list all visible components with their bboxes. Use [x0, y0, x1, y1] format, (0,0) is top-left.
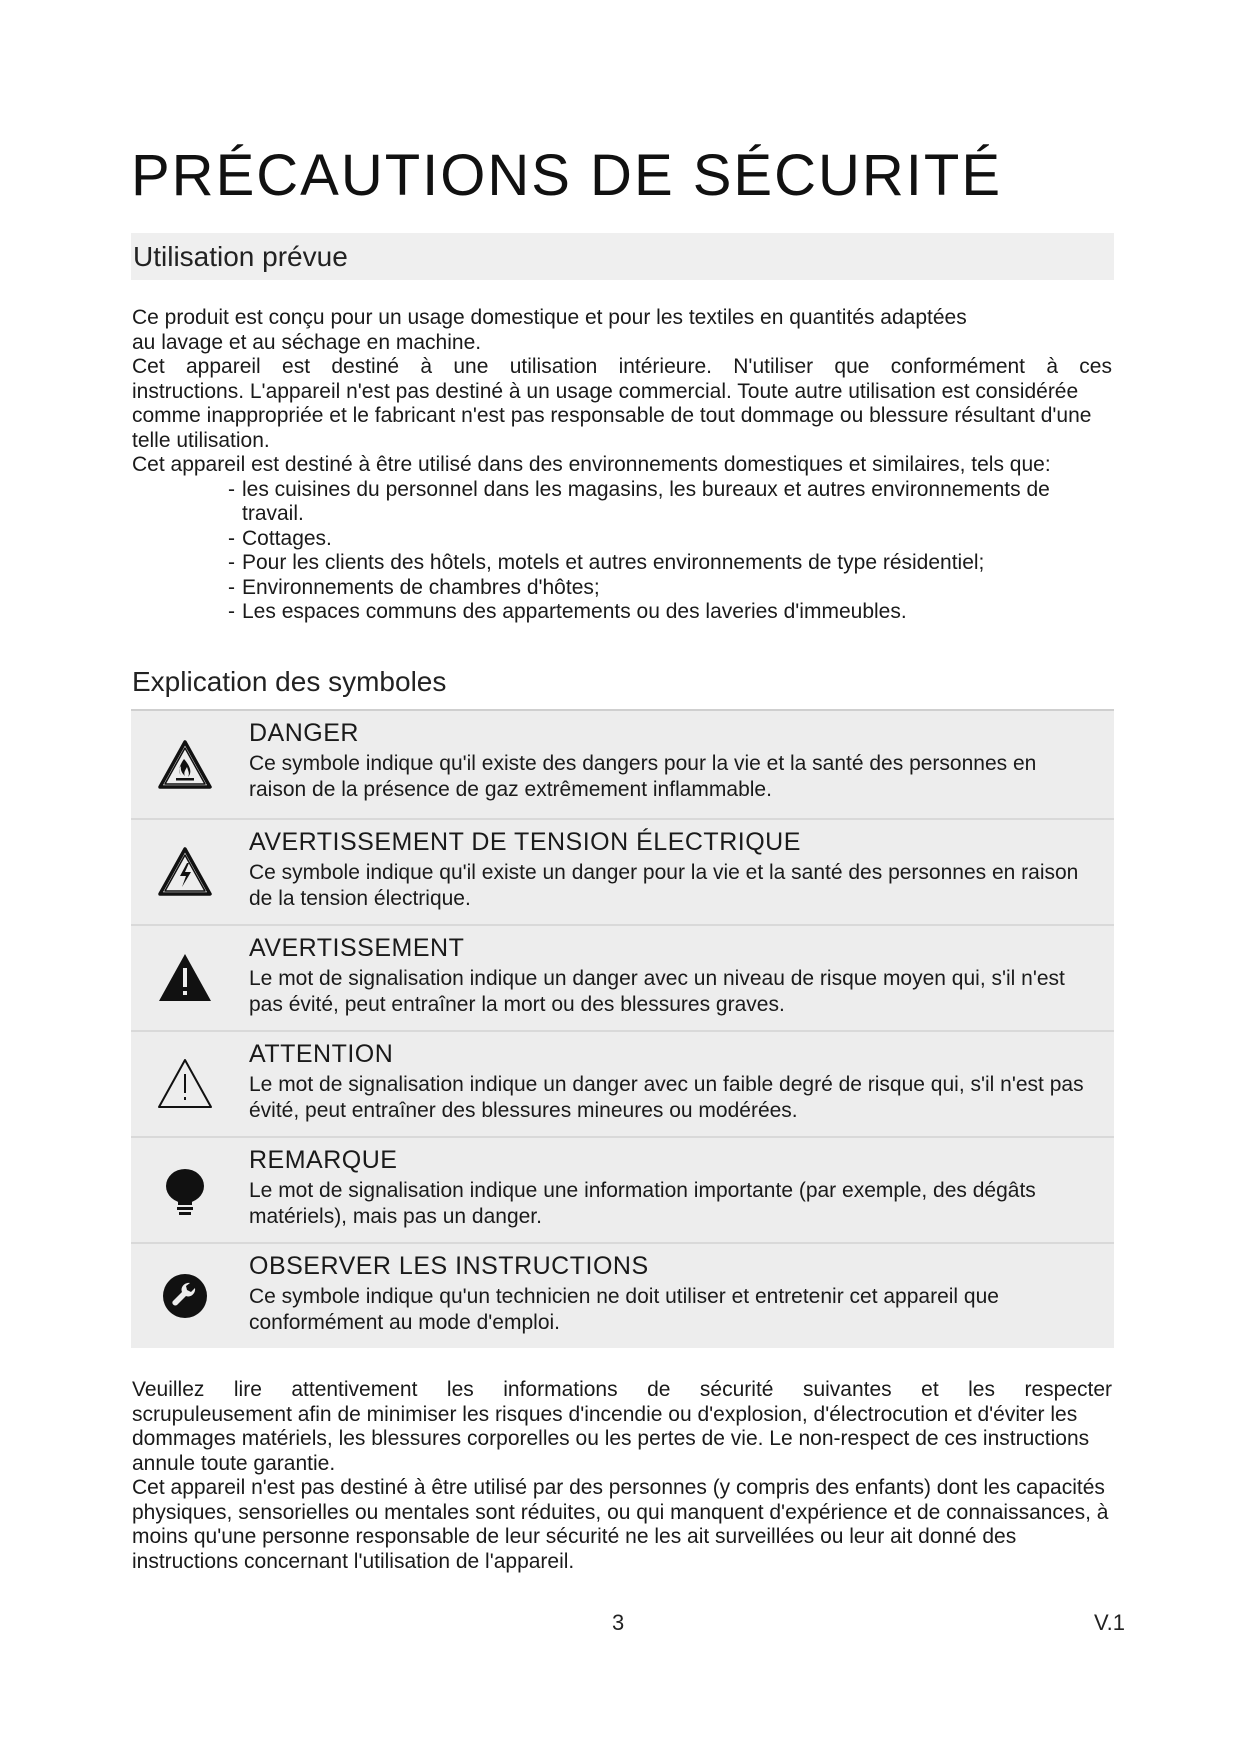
warning-filled-icon — [157, 950, 213, 1006]
intended-use-text — [132, 306, 1112, 625]
bullet-dash: - — [228, 600, 235, 623]
paragraph-line: Ce produit est conçu pour un usage domestique et pour les textiles en quantités adaptées — [132, 306, 967, 329]
symbol-description: Le mot de signalisation indique un danger avec un niveau de risque moyen qui, s'il n'est pas évité, peut entraîner la mort ou des blessures graves. — [249, 967, 1065, 1016]
list-item — [132, 551, 1112, 576]
symbol-title: ATTENTION — [249, 1040, 394, 1068]
lightbulb-icon — [157, 1162, 213, 1218]
section-heading-symbols: Explication des symboles — [132, 666, 447, 697]
paragraph-rest: scrupuleusement afin de minimiser les risques d'incendie ou d'explosion, d'électrocution et d'éviter les dommages matériels, les blessures corporelles ou les pertes de vie. Le non-respect de ces instructions annule toute garantie. — [132, 1402, 1090, 1475]
flammable-warning-icon — [157, 737, 213, 793]
paragraph-line: au lavage et au séchage en machine. — [132, 330, 482, 354]
list-item-text: Les espaces communs des appartements ou des laveries d'immeubles. — [242, 600, 907, 623]
caution-outline-icon — [157, 1056, 213, 1112]
symbol-row-instructions — [131, 1242, 1114, 1348]
paragraph — [132, 1378, 1112, 1476]
list-item-text: Environnements de chambres d'hôtes; — [242, 575, 600, 599]
symbol-description: Le mot de signalisation indique une information importante (par exemple, des dégâts matériels), mais pas un danger. — [249, 1179, 1036, 1228]
bullet-dash: - — [228, 477, 235, 501]
symbol-title: AVERTISSEMENT — [249, 934, 465, 962]
version-label: V.1 — [1094, 1610, 1126, 1635]
symbol-row-note — [131, 1136, 1114, 1242]
paragraph: Cet appareil n'est pas destiné à être utilisé par des personnes (y compris des enfants) dont les capacités physiques, sensorielles ou mentales sont réduites, ou qui manquent d'expérience et de connaissances, à moins qu'une personne responsable de leur sécurité ne les ait surveillées ou leur ait donné des instructions concernant l'utilisation de l'appareil. — [132, 1476, 1109, 1573]
symbol-title: OBSERVER LES INSTRUCTIONS — [249, 1252, 649, 1280]
environment-list — [132, 478, 1112, 625]
section-heading: Utilisation prévue — [133, 241, 348, 272]
paragraph-rest: instructions. L'appareil n'est pas destiné à un usage commercial. Toute autre utilisation est considérée comme inappropriée et le fabricant n'est pas responsable de tout dommage ou blessure résultant d'une telle utilisation. — [132, 379, 1092, 452]
paragraph-line: Cet appareil est destiné à une utilisation intérieure. N'utiliser que conformément à ces — [132, 355, 1112, 378]
list-item — [132, 478, 1112, 527]
symbol-title: AVERTISSEMENT DE TENSION ÉLECTRIQUE — [249, 828, 801, 856]
list-item-text: Cottages. — [242, 526, 332, 550]
list-item — [132, 600, 1112, 625]
symbol-row-danger — [131, 709, 1114, 818]
list-item — [132, 527, 1112, 552]
symbol-title: REMARQUE — [249, 1146, 398, 1174]
symbol-row-electric — [131, 818, 1114, 924]
bullet-dash: - — [228, 575, 235, 599]
symbol-description: Ce symbole indique qu'un technicien ne doit utiliser et entretenir cet appareil que conformément au mode d'emploi. — [249, 1285, 999, 1334]
symbol-description: Ce symbole indique qu'il existe un danger pour la vie et la santé des personnes en raison de la tension électrique. — [249, 861, 1079, 910]
electric-warning-icon — [157, 844, 213, 900]
paragraph — [132, 355, 1112, 453]
bullet-dash: - — [228, 551, 235, 574]
symbol-row-warning — [131, 924, 1114, 1030]
symbols-table — [131, 709, 1114, 1348]
wrench-icon — [157, 1268, 213, 1324]
bullet-dash: - — [228, 526, 235, 550]
list-item — [132, 576, 1112, 601]
symbol-row-attention — [131, 1030, 1114, 1136]
paragraph: Cet appareil est destiné à être utilisé dans des environnements domestiques et similaires, tels que: — [132, 453, 1051, 476]
page-title: PRÉCAUTIONS DE SÉCURITÉ — [131, 143, 1002, 208]
paragraph — [132, 306, 1112, 355]
section-header-intended-use — [131, 233, 1114, 280]
page-number: 3 — [612, 1610, 625, 1635]
list-item-text: les cuisines du personnel dans les magasins, les bureaux et autres environnements de travail. — [242, 477, 1050, 525]
list-item-text: Pour les clients des hôtels, motels et autres environnements de type résidentiel; — [242, 551, 985, 574]
symbol-description: Le mot de signalisation indique un danger avec un faible degré de risque qui, s'il n'est pas évité, peut entraîner des blessures mineures ou modérées. — [249, 1073, 1084, 1122]
symbol-description: Ce symbole indique qu'il existe des dangers pour la vie et la santé des personnes en raison de la présence de gaz extrêmement inflammable. — [249, 752, 1037, 801]
safety-notice-text — [132, 1378, 1112, 1574]
symbol-title: DANGER — [249, 719, 359, 747]
paragraph-line: Veuillez lire attentivement les informations de sécurité suivantes et les respecter — [132, 1378, 1112, 1401]
